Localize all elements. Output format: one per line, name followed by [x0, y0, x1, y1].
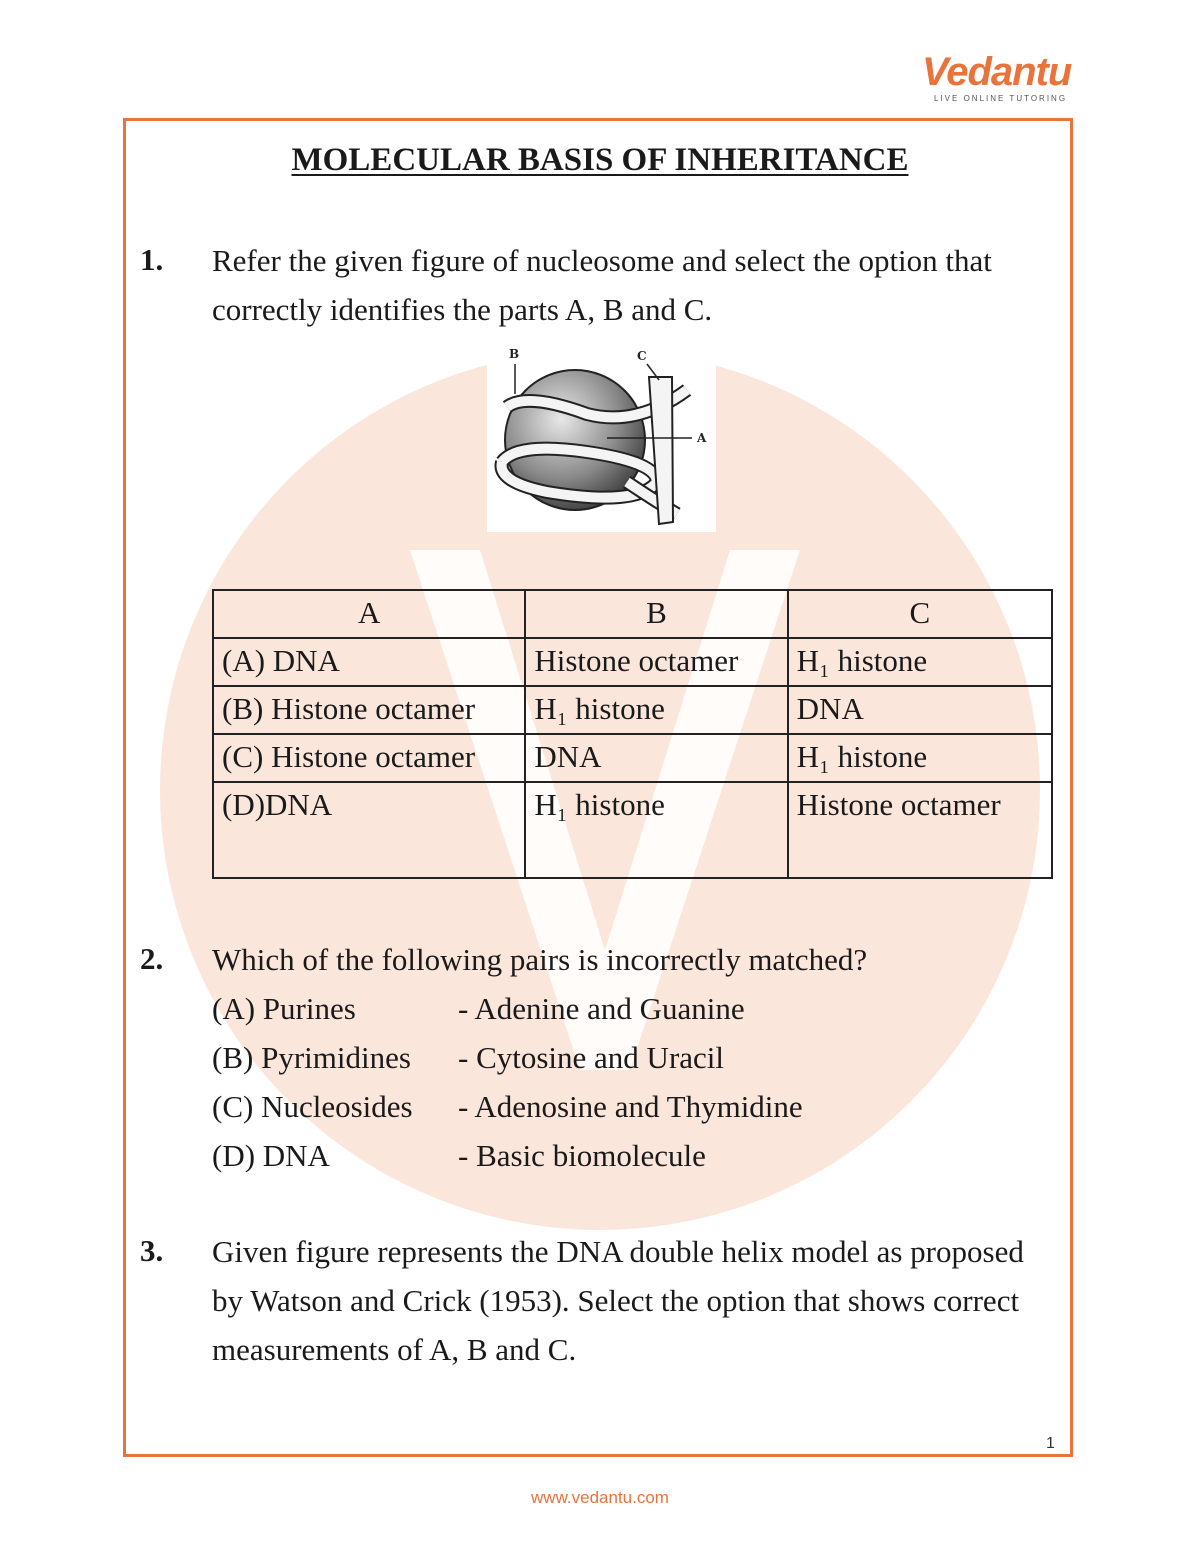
table-cell: (D)DNA [213, 782, 525, 878]
table-cell: H₁ histone [788, 638, 1052, 686]
table-row [213, 638, 1052, 686]
option-d [212, 1131, 803, 1180]
option-a [212, 984, 803, 1033]
vedantu-logo [922, 50, 1072, 106]
question-2-number: 2. [140, 941, 164, 976]
table-cell: DNA [788, 686, 1052, 734]
table-cell: H₁ histone [788, 734, 1052, 782]
question-2-text: Which of the following pairs is incorrectly matched? [212, 942, 868, 977]
figure-label-a: A [697, 431, 707, 445]
question-1-number: 1. [140, 242, 164, 277]
table-header-cell: A [213, 590, 525, 638]
option-a-term: (A) Purines [212, 991, 356, 1026]
table-header-cell: C [788, 590, 1052, 638]
table-cell: (A) DNA [213, 638, 525, 686]
nucleosome-figure [487, 342, 716, 532]
option-b [212, 1033, 803, 1082]
option-c [212, 1082, 803, 1131]
footer-website: www.vedantu.com [531, 1488, 669, 1507]
figure-label-c: C [637, 349, 647, 363]
answer-table [212, 589, 1053, 879]
option-d-match: - Basic biomolecule [458, 1138, 706, 1173]
page-title: MOLECULAR BASIS OF INHERITANCE [291, 142, 909, 178]
table-row [213, 782, 1052, 878]
table-row [213, 734, 1052, 782]
option-b-match: - Cytosine and Uracil [458, 1040, 725, 1075]
table-header-cell: B [525, 590, 787, 638]
option-b-term: (B) Pyrimidines [212, 1040, 411, 1075]
table-header-row [213, 590, 1052, 638]
question-1-text: Refer the given figure of nucleosome and select the option that correctly identifies the parts A, B and C. [212, 243, 992, 327]
logo-tagline: LIVE ONLINE TUTORING [934, 94, 1068, 103]
option-a-match: - Adenine and Guanine [458, 991, 745, 1026]
question-3-text: Given figure represents the DNA double helix model as proposed by Watson and Crick (1953). Select the option that shows correct measurements of A, B and C. [212, 1234, 1024, 1367]
table-cell: H₁ histone [525, 686, 787, 734]
table-cell: Histone octamer [788, 782, 1052, 878]
option-c-match: - Adenosine and Thymidine [458, 1089, 803, 1124]
table-row [213, 686, 1052, 734]
table-cell: (B) Histone octamer [213, 686, 525, 734]
logo-wordmark: Vedantu [922, 50, 1072, 94]
table-cell: H₁ histone [525, 782, 787, 878]
option-d-term: (D) DNA [212, 1138, 330, 1173]
question-2-options [212, 984, 803, 1180]
question-3-number: 3. [140, 1233, 164, 1268]
option-c-term: (C) Nucleosides [212, 1089, 413, 1124]
table-cell: (C) Histone octamer [213, 734, 525, 782]
page-number: 1 [1046, 1435, 1055, 1452]
figure-label-b: B [509, 347, 520, 361]
table-cell: Histone octamer [525, 638, 787, 686]
table-cell: DNA [525, 734, 787, 782]
